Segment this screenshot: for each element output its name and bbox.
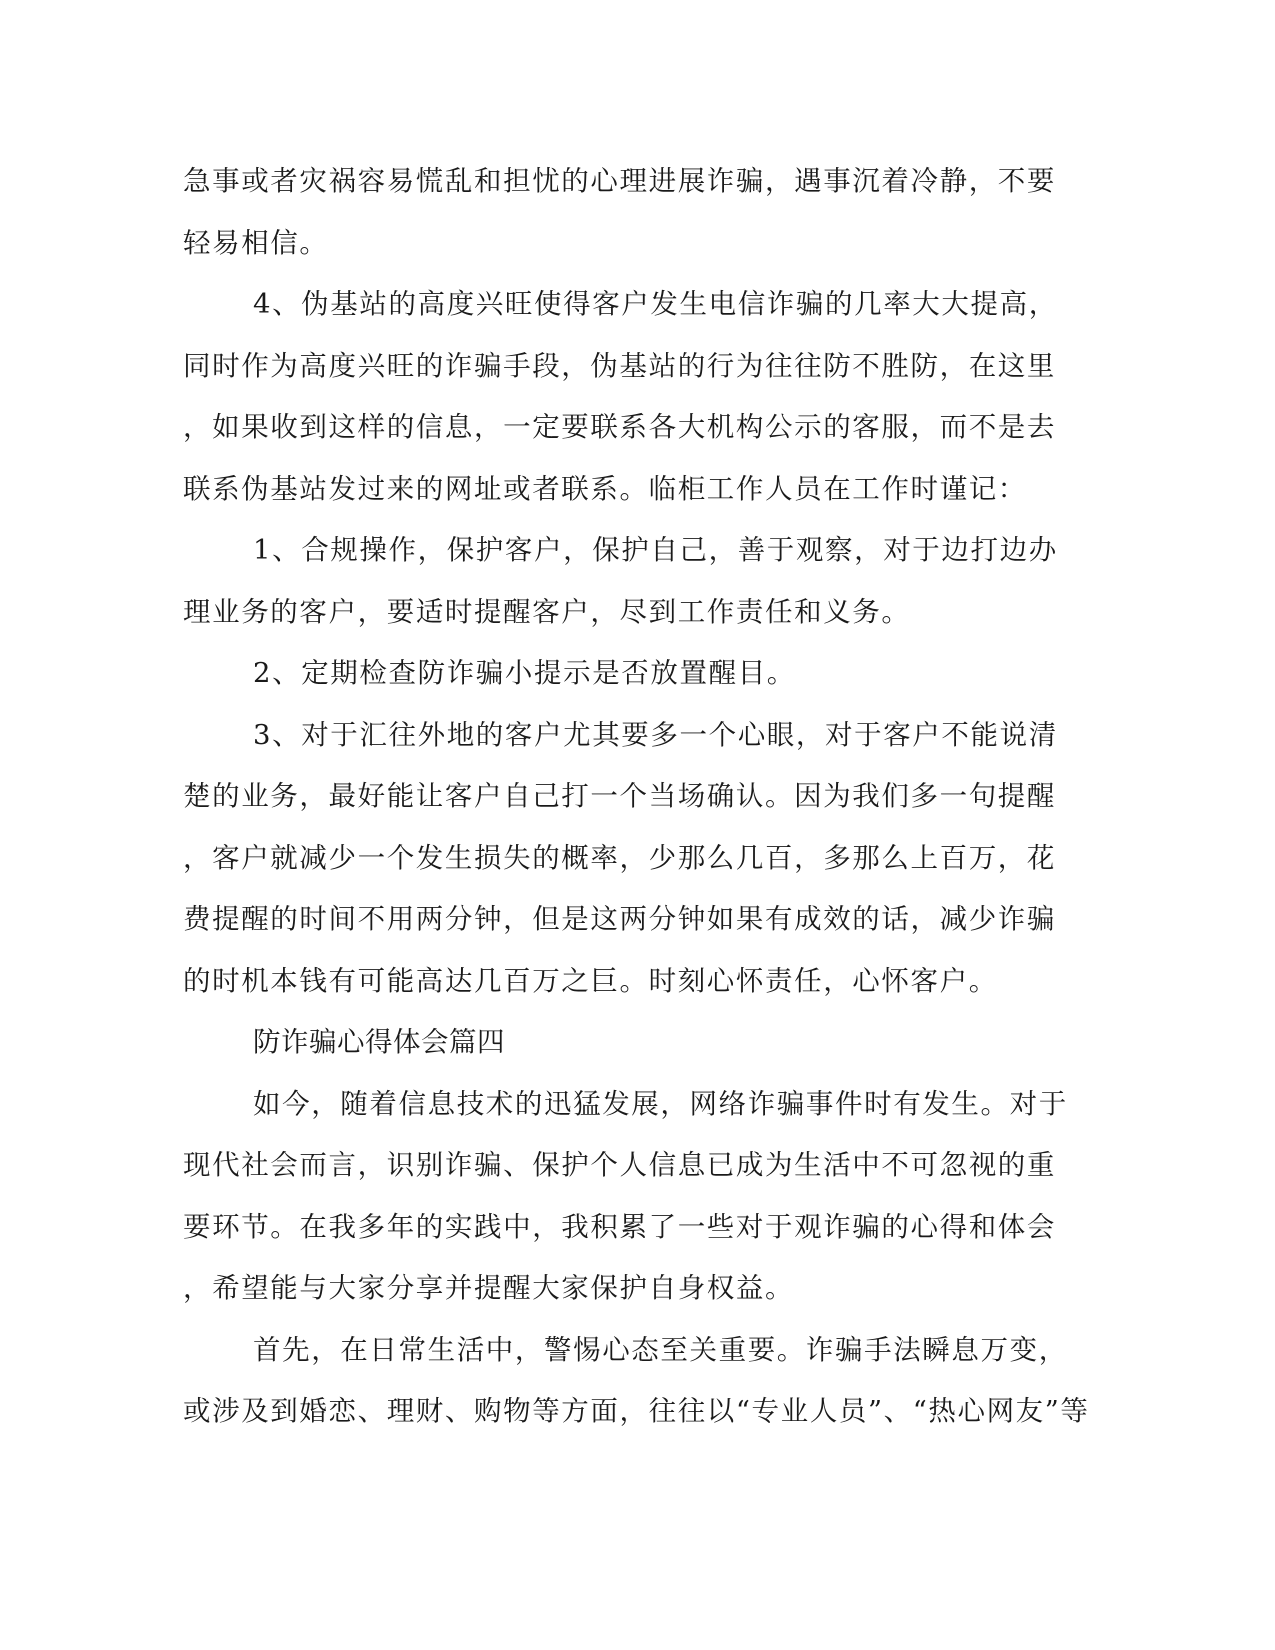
text-line: 要环节。在我多年的实践中，我积累了一些对于观诈骗的心得和体会 — [183, 1210, 1056, 1243]
text-line: 首先，在日常生活中，警惕心态至关重要。诈骗手法瞬息万变， — [253, 1333, 1068, 1366]
section-heading: 防诈骗心得体会篇四 — [253, 1026, 505, 1058]
text-line: 的时机本钱有可能高达几百万之巨。时刻心怀责任，心怀客户。 — [183, 964, 998, 997]
text-line: 联系伪基站发过来的网址或者联系。临柜工作人员在工作时谨记： — [183, 472, 1027, 505]
text-line: 楚的业务，最好能让客户自己打一个当场确认。因为我们多一句提醒 — [183, 780, 1056, 812]
text-line: 或涉及到婚恋、理财、购物等方面，往往以“专业人员”、“热心网友”等 — [183, 1395, 1090, 1427]
text-line: 1、合规操作，保护客户，保护自己，善于观察，对于边打边办 — [253, 534, 1058, 566]
text-line: 急事或者灾祸容易慌乱和担忧的心理进展诈骗，遇事沉着冷静，不要 — [183, 165, 1056, 197]
text-line: ，客户就减少一个发生损失的概率，少那么几百，多那么上百万，花 — [183, 841, 1056, 874]
text-line: 轻易相信。 — [183, 226, 329, 259]
text-line: 4、伪基站的高度兴旺使得客户发生电信诈骗的几率大大提高， — [253, 288, 1058, 320]
text-line: 费提醒的时间不用两分钟，但是这两分钟如果有成效的话，减少诈骗 — [183, 903, 1056, 935]
text-line: 同时作为高度兴旺的诈骗手段，伪基站的行为往往防不胜防，在这里 — [183, 349, 1056, 382]
text-line: 如今，随着信息技术的迅猛发展，网络诈骗事件时有发生。对于 — [253, 1087, 1068, 1120]
text-line: ，如果收到这样的信息，一定要联系各大机构公示的客服，而不是去 — [183, 411, 1056, 443]
text-line: 3、对于汇往外地的客户尤其要多一个心眼，对于客户不能说清 — [253, 718, 1058, 751]
document-body — [183, 155, 1090, 1447]
text-line: 理业务的客户，要适时提醒客户，尽到工作责任和义务。 — [183, 595, 911, 628]
text-line: ，希望能与大家分享并提醒大家保护自身权益。 — [183, 1272, 795, 1304]
text-line: 2、定期检查防诈骗小提示是否放置醒目。 — [253, 657, 796, 689]
text-line: 现代社会而言，识别诈骗、保护个人信息已成为生活中不可忽视的重 — [183, 1149, 1056, 1181]
